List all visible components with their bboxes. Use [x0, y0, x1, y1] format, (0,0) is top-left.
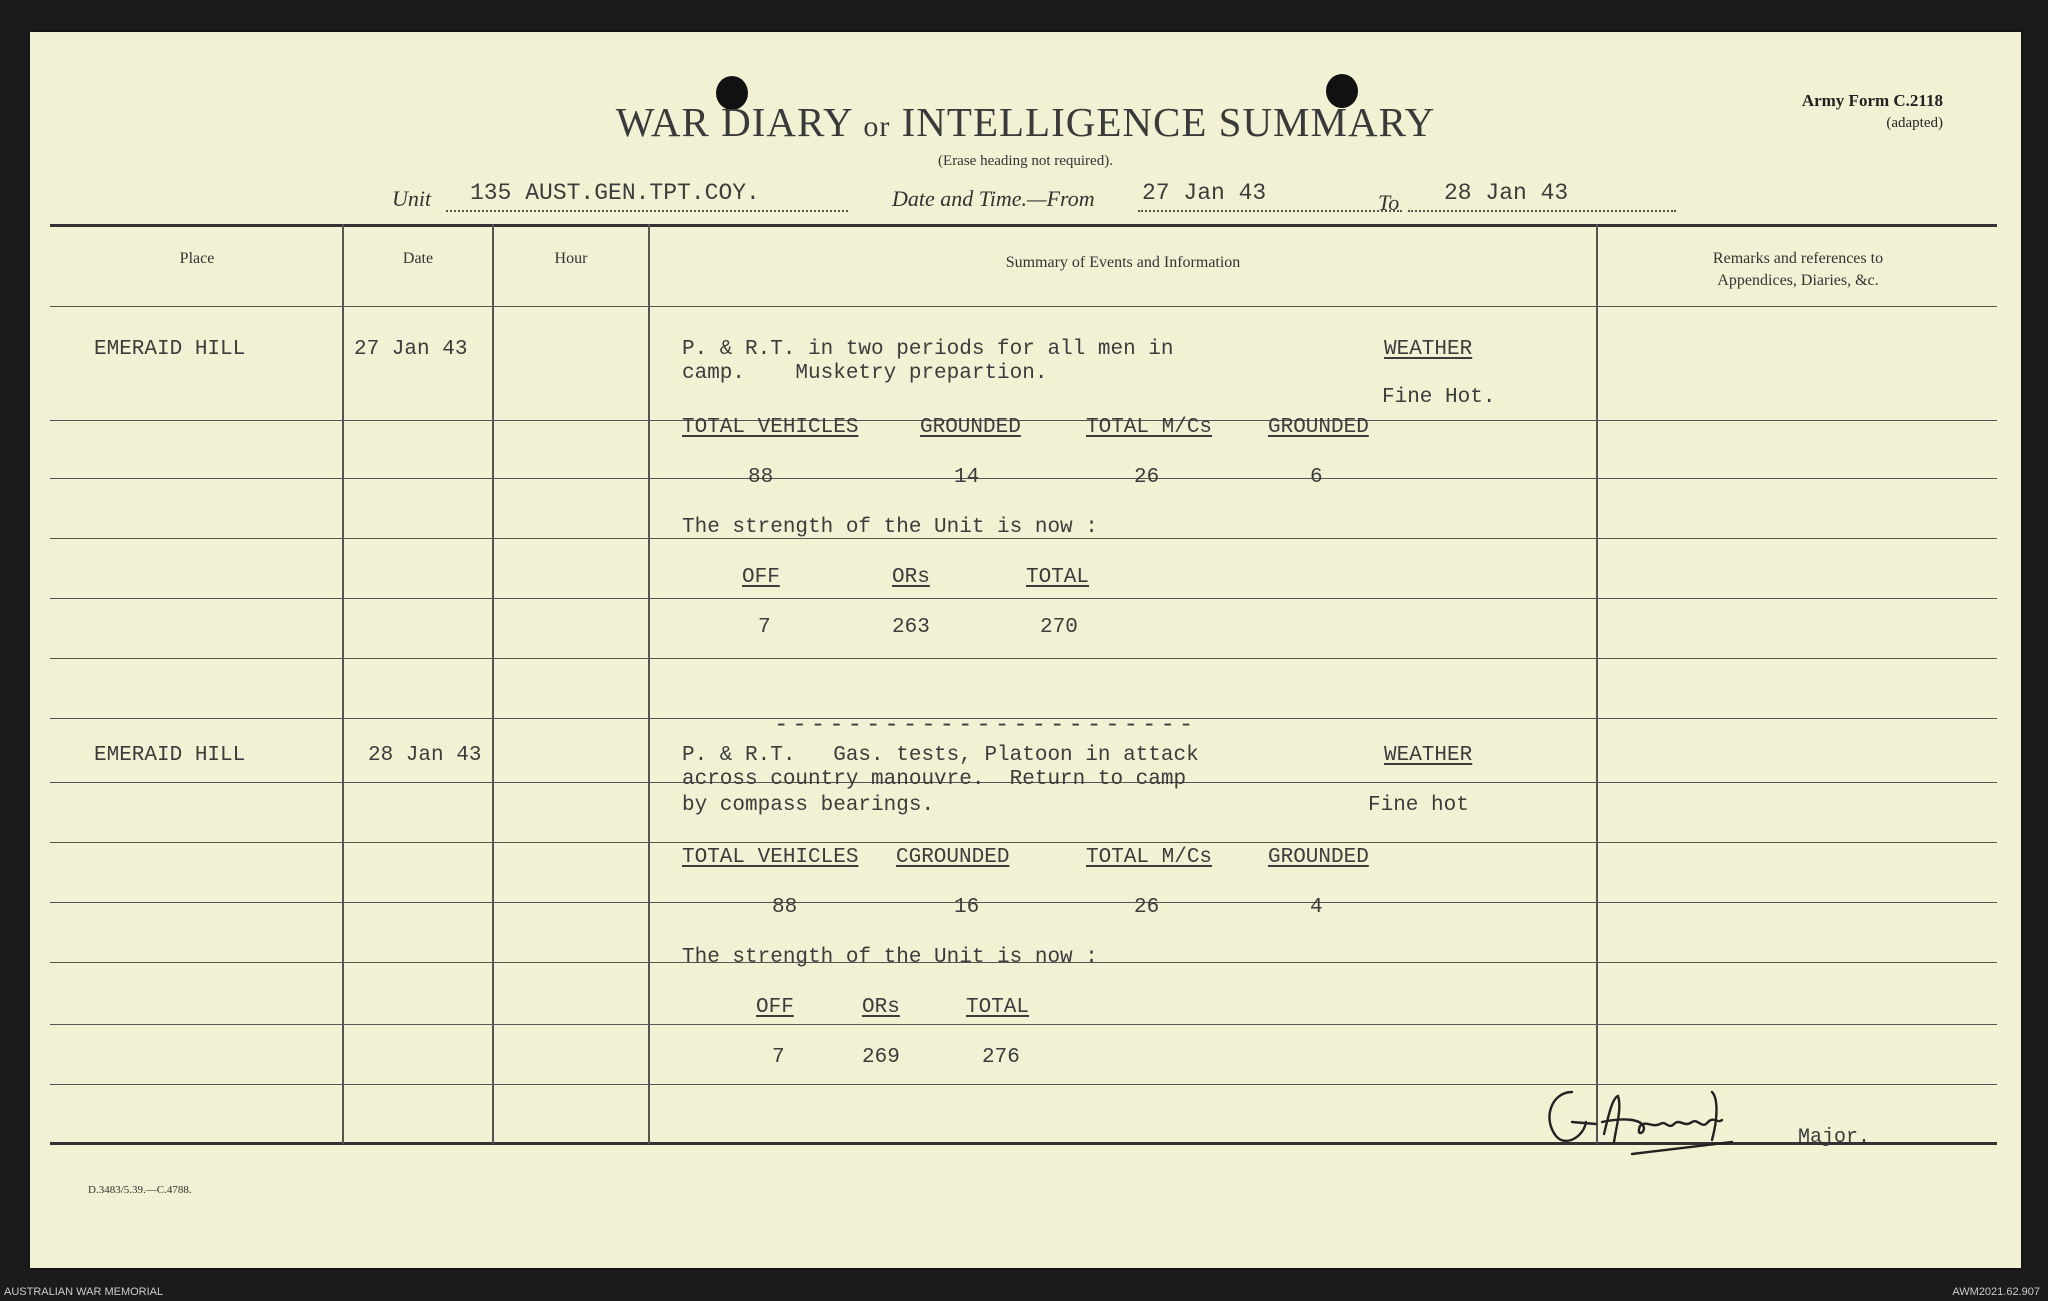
veh-header: TOTAL M/Cs	[1086, 416, 1213, 439]
entry-line: by compass bearings.	[682, 794, 935, 817]
veh-header: GROUNDED	[920, 416, 1021, 439]
col-summary: Summary of Events and Information	[1005, 254, 1241, 271]
veh-header: TOTAL VEHICLES	[682, 846, 859, 869]
strength-text: The strength of the Unit is now :	[682, 516, 1098, 539]
unit-value: 135 AUST.GEN.TPT.COY.	[470, 180, 760, 206]
veh-header: GROUNDED	[1268, 416, 1369, 439]
col-date: Date	[402, 250, 434, 267]
veh-header: TOTAL VEHICLES	[682, 416, 859, 439]
signatory-rank: Major.	[1798, 1126, 1871, 1149]
entry-line: P. & R.T. in two periods for all men in	[682, 338, 1174, 361]
veh-value: 4	[1310, 896, 1323, 919]
to-value: 28 Jan 43	[1444, 180, 1569, 206]
column-divider	[342, 224, 344, 1144]
entry-line: P. & R.T. Gas. tests, Platoon in attack	[682, 744, 1199, 767]
print-code: D.3483/5.39.—C.4788.	[88, 1184, 192, 1196]
veh-value: 6	[1310, 466, 1323, 489]
strength-value: 7	[758, 616, 771, 639]
date-label: Date and Time.—From	[892, 186, 1095, 211]
entry-line: camp. Musketry prepartion.	[682, 362, 1048, 385]
col-hour: Hour	[554, 250, 588, 267]
archive-caption-right: AWM2021.62.907	[1952, 1286, 2040, 1298]
veh-header: GROUNDED	[1268, 846, 1369, 869]
to-label: To	[1378, 190, 1400, 215]
strength-value: 263	[892, 616, 930, 639]
weather-label: WEATHER	[1384, 338, 1473, 361]
veh-header: CGROUNDED	[896, 846, 1010, 869]
form-sheet	[30, 32, 2021, 1268]
weather-value: Fine Hot.	[1382, 386, 1496, 409]
strength-value: 7	[772, 1046, 785, 1069]
from-dotline	[1138, 210, 1402, 212]
entry-date: 28 Jan 43	[368, 744, 482, 767]
entry-place: EMERAID HILL	[94, 338, 246, 361]
veh-value: 26	[1134, 466, 1160, 489]
unit-label: Unit	[392, 186, 432, 211]
strength-header: TOTAL	[966, 996, 1030, 1019]
entry-separator: -----------------------	[774, 712, 1198, 739]
veh-header: TOTAL M/Cs	[1086, 846, 1213, 869]
strength-value: 276	[982, 1046, 1020, 1069]
column-divider	[1596, 224, 1598, 1144]
veh-value: 88	[748, 466, 774, 489]
column-divider	[492, 224, 494, 1144]
column-divider	[648, 224, 650, 1144]
to-dotline	[1408, 210, 1676, 212]
strength-header: TOTAL	[1026, 566, 1090, 589]
col-remarks: Remarks and references to Appendices, Diaries, &c.	[1712, 250, 1884, 289]
archive-caption-left: AUSTRALIAN WAR MEMORIAL	[4, 1286, 164, 1298]
veh-value: 16	[954, 896, 980, 919]
form-number: Army Form C.2118 (adapted)	[1802, 90, 1943, 134]
entry-date: 27 Jan 43	[354, 338, 468, 361]
entry-line: across country manouvre. Return to camp	[682, 768, 1187, 791]
strength-text: The strength of the Unit is now :	[682, 946, 1098, 969]
entry-place: EMERAID HILL	[94, 744, 246, 767]
from-value: 27 Jan 43	[1142, 180, 1267, 206]
adapted-note: (adapted)	[1886, 115, 1943, 131]
unit-dotline	[446, 210, 848, 212]
handwritten-signature	[1532, 1078, 1832, 1158]
col-place: Place	[179, 250, 215, 267]
strength-header: ORs	[862, 996, 900, 1019]
strength-header: OFF	[756, 996, 794, 1019]
strength-value: 270	[1040, 616, 1078, 639]
veh-value: 14	[954, 466, 980, 489]
veh-value: 26	[1134, 896, 1160, 919]
strength-header: OFF	[742, 566, 780, 589]
weather-label: WEATHER	[1384, 744, 1473, 767]
weather-value: Fine hot	[1368, 794, 1469, 817]
strength-header: ORs	[892, 566, 930, 589]
form-title: WAR DIARY or INTELLIGENCE SUMMARY	[615, 99, 1436, 145]
strength-value: 269	[862, 1046, 900, 1069]
veh-value: 88	[772, 896, 798, 919]
form-subtitle: (Erase heading not required).	[938, 153, 1113, 169]
